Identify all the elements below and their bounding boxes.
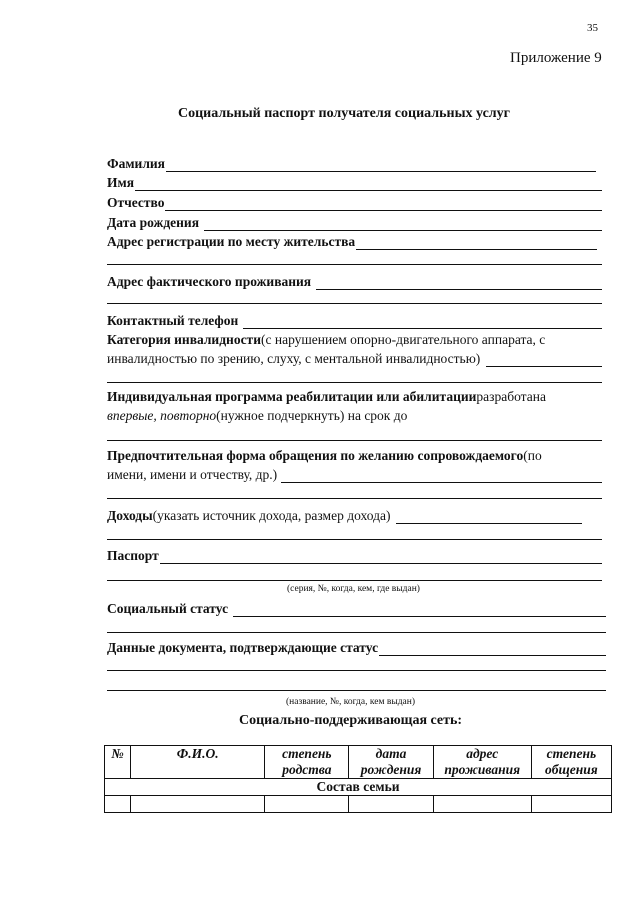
col-contact-header: степень общения [531, 746, 611, 779]
social-status-input-line[interactable] [233, 604, 606, 617]
col-address-header: адрес проживания [433, 746, 531, 779]
reg-address-row [107, 234, 597, 250]
table-cell[interactable] [131, 796, 265, 813]
ipra-label: Индивидуальная программа реабилитации или абилитации [107, 389, 477, 404]
name-label: Имя [107, 175, 134, 190]
table-cell[interactable] [433, 796, 531, 813]
preferred-form-text: (по [523, 448, 542, 463]
birth-date-label: Дата рождения [107, 215, 200, 230]
income-label: Доходы [107, 508, 153, 523]
table-cell[interactable] [105, 796, 131, 813]
actual-address-row [107, 274, 602, 290]
ipra-text-2: (нужное подчеркнуть) на срок до [216, 408, 408, 423]
patronymic-row [107, 195, 602, 211]
status-docs-extra-line-2[interactable] [107, 690, 606, 691]
reg-address-label: Адрес регистрации по месту жительства [107, 234, 356, 249]
patronymic-input-line[interactable] [165, 198, 602, 211]
ipra-row-2 [107, 408, 602, 424]
page-number: 35 [587, 22, 598, 34]
reg-address-input-line[interactable] [356, 237, 597, 250]
phone-row [107, 313, 602, 329]
family-section-label: Состав семьи [105, 779, 612, 796]
ipra-options[interactable]: впервые, повторно [107, 408, 217, 423]
ipra-row [107, 389, 602, 405]
preferred-form-extra-line[interactable] [107, 498, 602, 499]
surname-input-line[interactable] [166, 159, 596, 172]
status-docs-label: Данные документа, подтверждающие статус [107, 640, 379, 655]
phone-label: Контактный телефон [107, 313, 239, 328]
status-docs-caption: (название, №, когда, кем выдан) [286, 697, 415, 707]
preferred-form-text-2: имени, имени и отчеству, др.) [107, 467, 278, 482]
table-row [105, 796, 612, 813]
disability-text-2: инвалидностью по зрению, слуху, с ментальной инвалидностью) [107, 351, 481, 366]
surname-row [107, 156, 596, 172]
passport-label: Паспорт [107, 548, 159, 563]
phone-input-line[interactable] [243, 316, 602, 329]
disability-extra-line[interactable] [107, 382, 602, 383]
social-status-row [107, 601, 606, 617]
status-docs-extra-line-1[interactable] [107, 670, 606, 671]
actual-address-input-line[interactable] [316, 277, 602, 290]
disability-row-2 [107, 351, 602, 367]
document-title: Социальный паспорт получателя социальных услуг [178, 106, 511, 121]
table-cell[interactable] [349, 796, 433, 813]
network-table [104, 745, 612, 813]
preferred-form-row [107, 448, 602, 464]
income-extra-line[interactable] [107, 539, 602, 540]
disability-text: (с нарушением опорно-двигательного аппарата, с [260, 332, 546, 347]
passport-caption: (серия, №, когда, кем, где выдан) [287, 584, 420, 594]
status-docs-row [107, 640, 606, 656]
birth-date-row [107, 215, 602, 231]
income-row [107, 508, 582, 524]
preferred-form-row-2 [107, 467, 602, 483]
ipra-input-line[interactable] [107, 440, 602, 441]
appendix-label: Приложение 9 [510, 50, 602, 66]
name-row [107, 175, 602, 191]
col-fio-header: Ф.И.О. [131, 746, 265, 779]
status-docs-input-line[interactable] [379, 643, 606, 656]
surname-label: Фамилия [107, 156, 165, 171]
family-section-row [105, 779, 612, 796]
col-relation-header: степень родства [265, 746, 349, 779]
network-title: Социально-поддерживающая сеть: [239, 713, 463, 728]
network-header-row [105, 746, 612, 779]
col-birthdate-header: дата рождения [349, 746, 433, 779]
passport-extra-line[interactable] [107, 580, 602, 581]
income-input-line[interactable] [396, 511, 582, 524]
social-status-label: Социальный статус [107, 601, 229, 616]
disability-input-line[interactable] [486, 354, 602, 367]
actual-address-extra-line[interactable] [107, 303, 602, 304]
reg-address-extra-line[interactable] [107, 264, 602, 265]
birth-date-input-line[interactable] [204, 218, 602, 231]
preferred-form-label: Предпочтительная форма обращения по желанию сопровождаемого [107, 448, 524, 463]
passport-input-line[interactable] [160, 551, 602, 564]
ipra-text: разработана [476, 389, 546, 404]
patronymic-label: Отчество [107, 195, 165, 210]
actual-address-label: Адрес фактического проживания [107, 274, 312, 289]
table-cell[interactable] [265, 796, 349, 813]
preferred-form-input-line[interactable] [281, 470, 602, 483]
disability-row [107, 332, 602, 348]
table-cell[interactable] [531, 796, 611, 813]
col-number-header: № [105, 746, 131, 779]
name-input-line[interactable] [135, 178, 602, 191]
income-text: (указать источник дохода, размер дохода) [152, 508, 391, 523]
social-status-extra-line[interactable] [107, 632, 606, 633]
disability-label: Категория инвалидности [107, 332, 261, 347]
passport-row [107, 548, 602, 564]
